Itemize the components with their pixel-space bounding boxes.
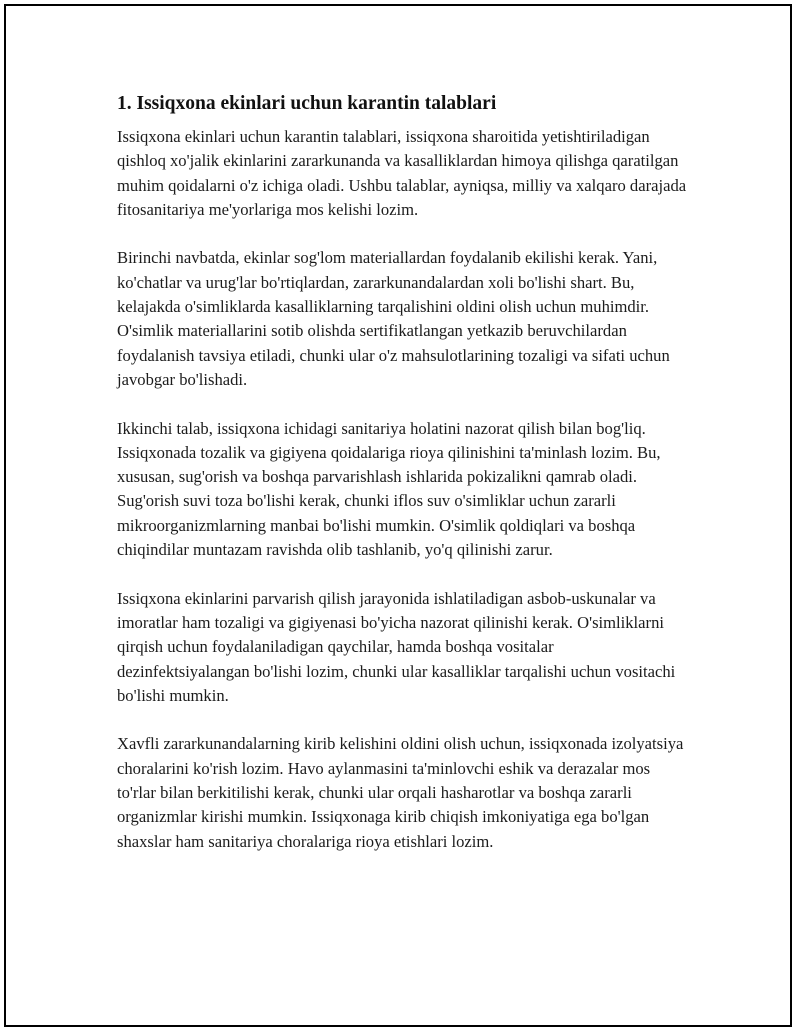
paragraph-healthy-materials: Birinchi navbatda, ekinlar sog'lom materiallardan foydalanib ekilishi kerak. Yani, ko'chatlar va urug'lar bo'rtiqlardan, zararkunandalardan xoli bo'lishi shart. Bu, kelajakda o'simliklarda kasalliklarning tarqalishini oldini olish uchun muhimdir. O'simlik materiallarini sotib olishda sertifikatlangan yetkazib beruvchilardan foydalanish tavsiya etiladi, chunki ular o'z mahsulotlarining tozaligi va sifati uchun javobgar bo'lishadi. bbox=[117, 248, 670, 389]
section-title: 1. Issiqxona ekinlari uchun karantin talablari bbox=[117, 93, 497, 114]
paragraph-intro: Issiqxona ekinlari uchun karantin talablari, issiqxona sharoitida yetishtiriladigan qishloq xo'jalik ekinlarini zararkunanda va kasalliklardan himoya qilishga qaratilgan muhim qoidalarni o'z ichiga oladi. Ushbu talablar, ayniqsa, milliy va xalqaro darajada fitosanitariya me'yorlariga mos kelishi lozim. bbox=[117, 127, 687, 219]
paragraph-sanitation: Ikkinchi talab, issiqxona ichidagi sanitariya holatini nazorat qilish bilan bog'liq. Issiqxonada tozalik va gigiyena qoidalariga rioya qilinishini ta'minlash lozim. Bu, xususan, sug'orish va boshqa parvarishlash ishlarida pokizalikni qamrab oladi. Sug'orish suvi toza bo'lishi kerak, chunki iflos suv o'simliklar uchun zararli mikroorganizmlarning manbai bo'lishi mumkin. O'simlik qoldiqlari va boshqa chiqindilar muntazam ravishda olib tashlanib, yo'q qilinishi zarur. bbox=[117, 418, 661, 560]
paragraph-tools-hygiene: Issiqxona ekinlarini parvarish qilish jarayonida ishlatiladigan asbob-uskunalar va imoratlar ham tozaligi va gigiyenasi bo'yicha nazorat qilinishi kerak. O'simliklarni qirqish uchun foydalaniladigan qaychilar, hamda boshqa vositalar dezinfektsiyalangan bo'lishi lozim, chunki ular kasalliklar tarqalishi uchun vositachi bo'lishi mumkin. bbox=[117, 588, 676, 705]
paragraph-isolation: Xavfli zararkunandalarning kirib kelishini oldini olish uchun, issiqxonada izolyatsiya choralarini ko'rish lozim. Havo aylanmasini ta'minlovchi eshik va derazalar mos to'rlar bilan berkitilishi kerak, chunki ular orqali hasharotlar va boshqa zararli organizmlar kirishi mumkin. Issiqxonaga kirib chiqish imkoniyatiga ega bo'lgan shaxslar ham sanitariya choralariga rioya etishlari lozim. bbox=[117, 734, 684, 851]
document-body bbox=[117, 90, 687, 878]
